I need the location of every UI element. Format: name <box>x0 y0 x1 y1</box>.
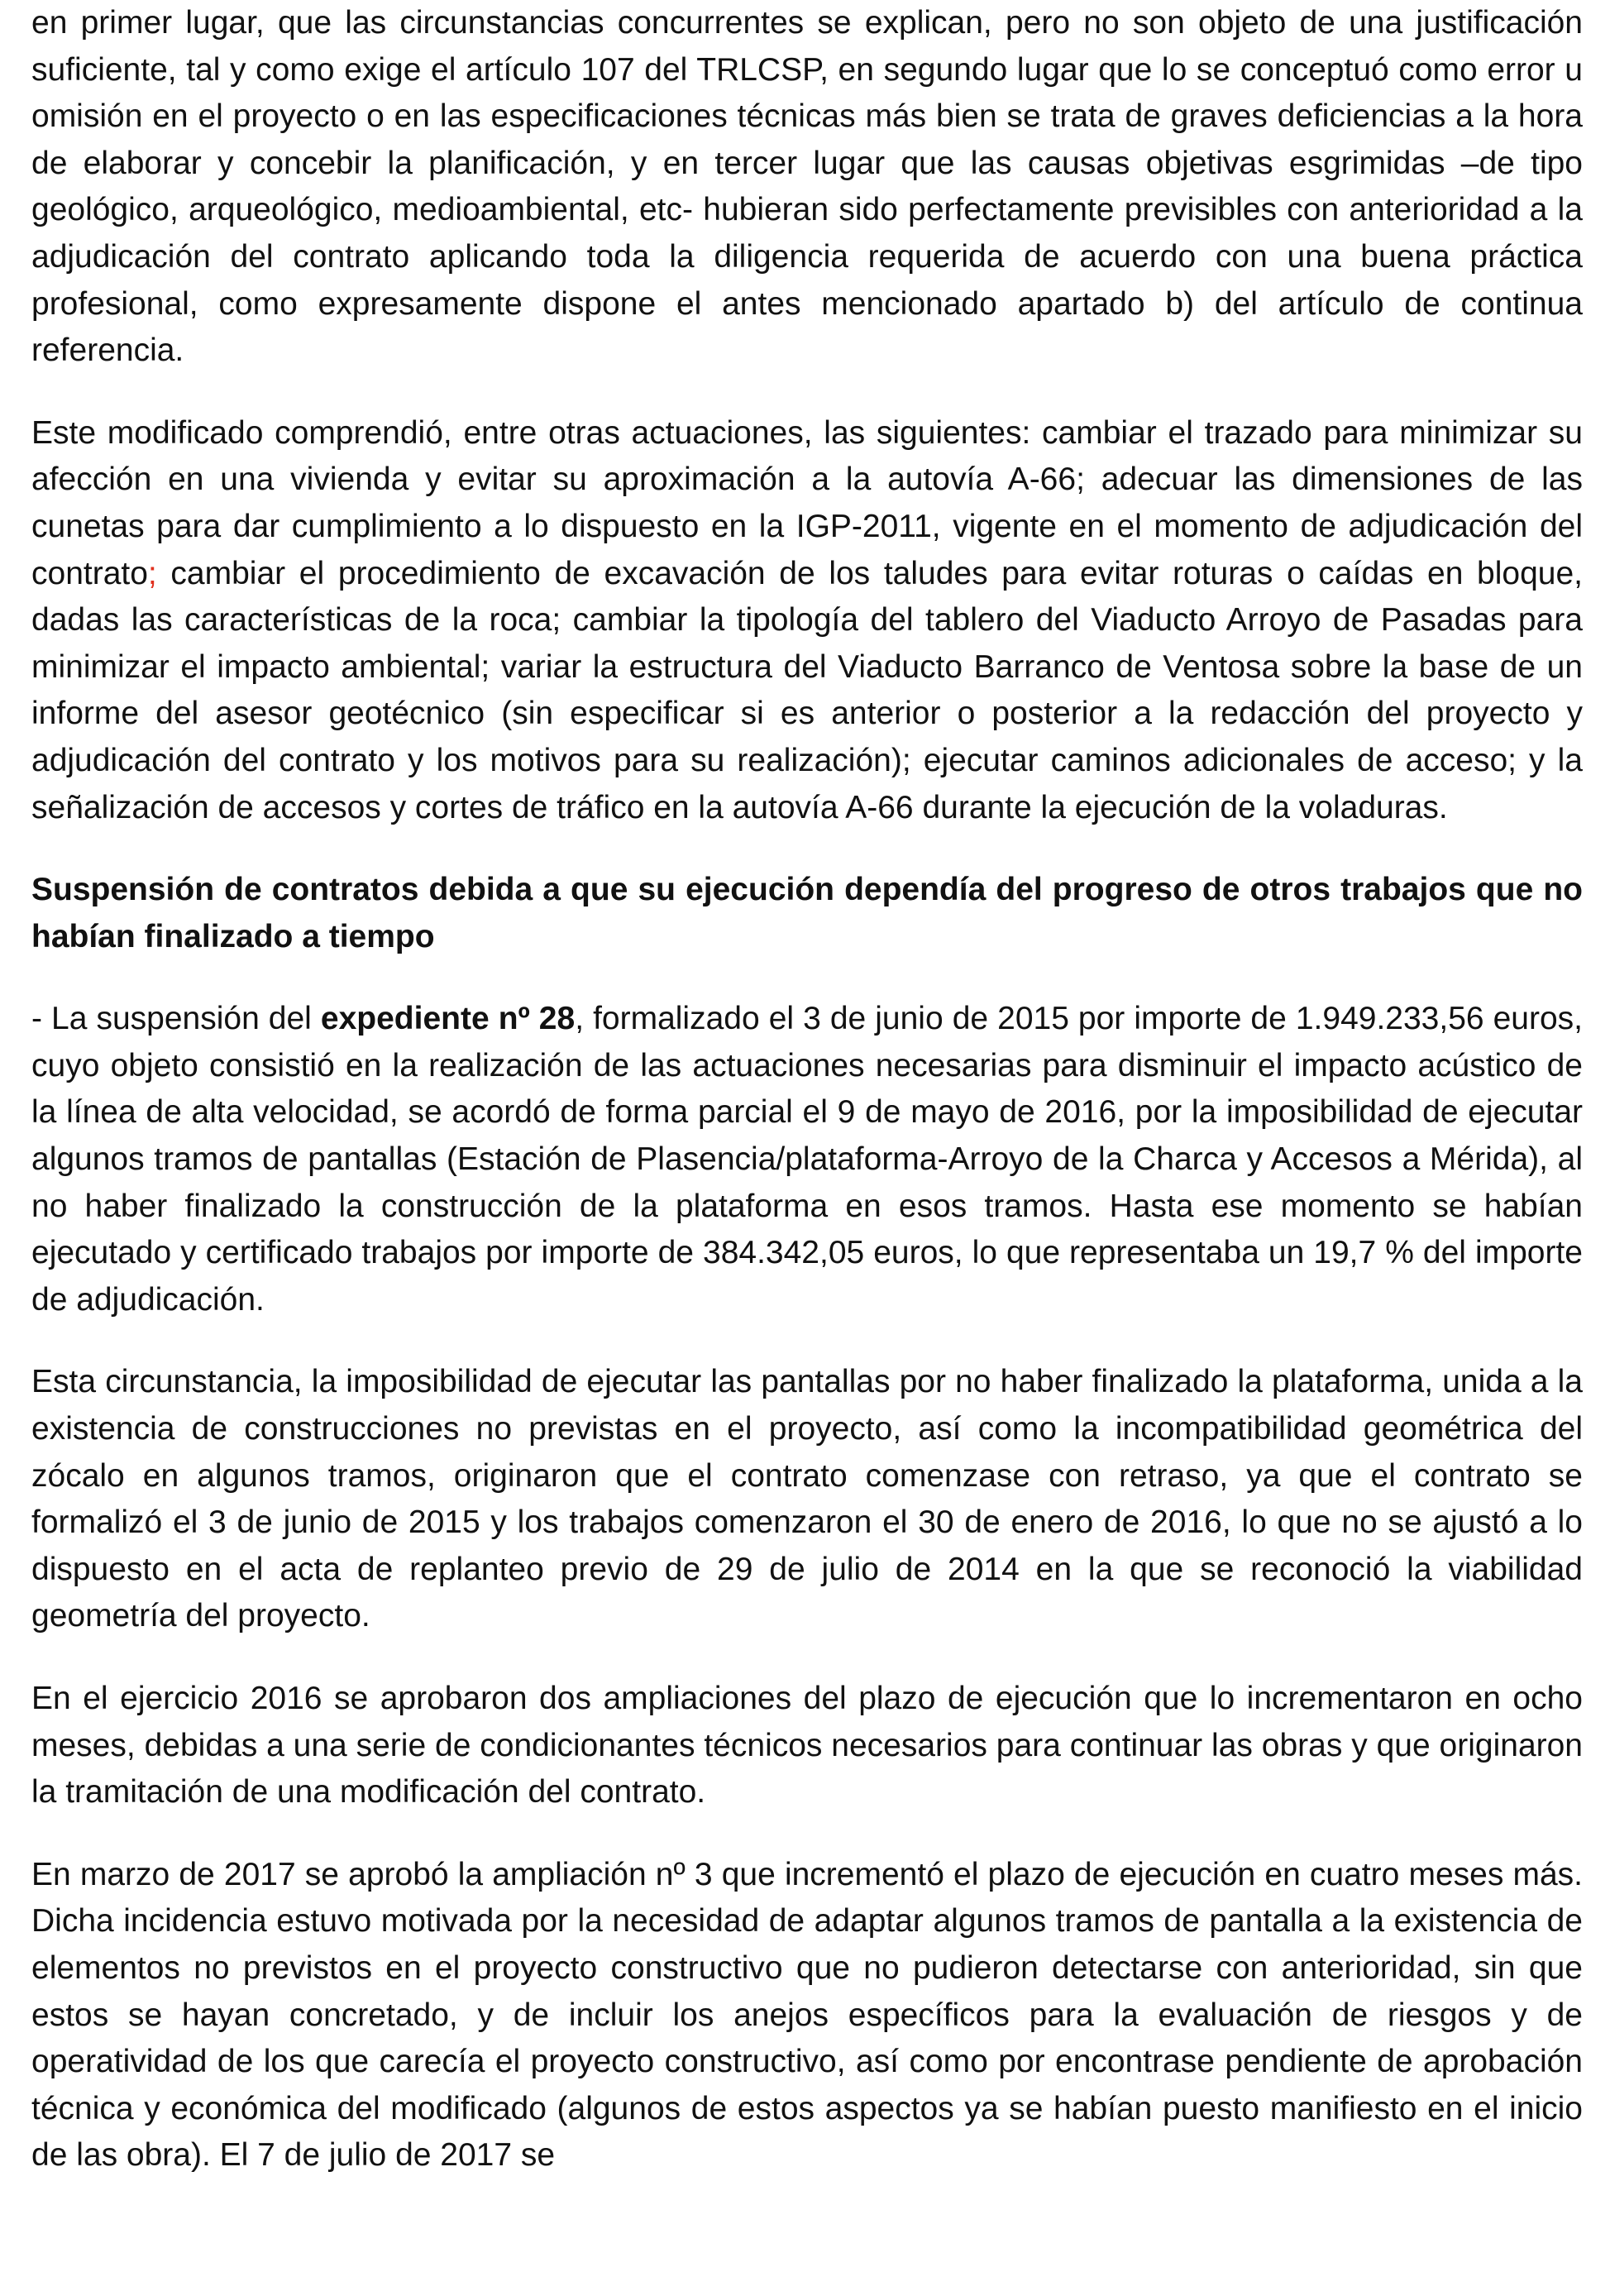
paragraph-modificado <box>31 410 1583 831</box>
paragraph-modificado-part-2: cambiar el procedimiento de excavación de los taludes para evitar roturas o caídas en bloque, dadas las características de la roca; cambiar la tipología del tablero del Viaducto Arroyo de Pasadas para minimizar el impacto ambiental; variar la estructura del Viaducto Barranco de Ventosa sobre la base de un informe del asesor geotécnico (sin especificar si es anterior o posterior a la redacción del proyecto y adjudicación del contrato y los motivos para su realización); ejecutar caminos adicionales de acceso; y la señalización de accesos y cortes de tráfico en la autovía A-66 durante la ejecución de la voladuras. <box>31 555 1583 825</box>
paragraph-modificado-part-1: Este modificado comprendió, entre otras actuaciones, las siguientes: cambiar el trazado para minimizar su afección en una vivienda y evitar su aproximación a la autovía A-66; adecuar las dimensiones de las cunetas para dar cumplimiento a lo dispuesto en la IGP-2011, vigente en el momento de adjudicación del contrato <box>31 414 1583 591</box>
paragraph-expediente-body: , formalizado el 3 de junio de 2015 por importe de 1.949.233,56 euros, cuyo objeto consistió en la realización de las actuaciones necesarias para disminuir el impacto acústico de la línea de alta velocidad, se acordó de forma parcial el 9 de mayo de 2016, por la imposibilidad de ejecutar algunos tramos de pantallas (Estación de Plasencia/plataforma-Arroyo de la Charca y Accesos a Mérida), al no haber finalizado la construcción de la plataforma en esos tramos. Hasta ese momento se habían ejecutado y certificado trabajos por importe de 384.342,05 euros, lo que representaba un 19,7 % del importe de adjudicación. <box>31 1001 1584 1318</box>
paragraph-marzo-2017: En marzo de 2017 se aprobó la ampliación nº 3 que incrementó el plazo de ejecución en cuatro meses más. Dicha incidencia estuvo motivada por la necesidad de adaptar algunos tramos de pantalla a la existencia de elementos no previstos en el proyecto constructivo que no pudieron detectarse con anterioridad, sin que estos se hayan concretado, y de incluir los anejos específicos para la evaluación de riesgos y de operatividad de los que carecía el proyecto constructivo, así como por encontrase pendiente de aprobación técnica y económica del modificado (algunos de estos aspectos ya se habían puesto manifiesto en el inicio de las obra). El 7 de julio de 2017 se <box>31 1856 1583 2174</box>
paragraph-expediente-intro: - La suspensión del <box>31 1001 321 1037</box>
highlighted-semicolon: ; <box>147 555 157 591</box>
document-page <box>31 0 1583 2179</box>
paragraph-circunstancia: Esta circunstancia, la imposibilidad de ejecutar las pantallas por no haber finalizado la plataforma, unida a la existencia de construcciones no previstas en el proyecto, así como la incompatibilidad geométrica del zócalo en algunos tramos, originaron que el contrato comenzase con retraso, ya que el contrato se formalizó el 3 de junio de 2015 y los trabajos comenzaron el 30 de enero de 2016, lo que no se ajustó a lo dispuesto en el acta de replanteo previo de 29 de julio de 2014 en la que se reconoció la viabilidad geometría del proyecto. <box>31 1364 1583 1634</box>
expediente-reference: expediente nº 28 <box>320 1001 576 1037</box>
paragraph-justification: en primer lugar, que las circunstancias concurrentes se explican, pero no son objeto de una justificación suficiente, tal y como exige el artículo 107 del TRLCSP, en segundo lugar que lo se conceptuó como error u omisión en el proyecto o en las especificaciones técnicas más bien se trata de graves deficiencias a la hora de elaborar y concebir la planificación, y en tercer lugar que las causas objetivas esgrimidas –de tipo geológico, arqueológico, medioambiental, etc- hubieran sido perfectamente previsibles con anterioridad a la adjudicación del contrato aplicando toda la diligencia requerida de acuerdo con una buena práctica profesional, como expresamente dispone el antes mencionado apartado b) del artículo de continua referencia. <box>31 5 1583 369</box>
section-heading: Suspensión de contratos debida a que su ejecución dependía del progreso de otros trabajos que no habían finalizado a tiempo <box>31 872 1583 954</box>
paragraph-ejercicio-2016: En el ejercicio 2016 se aprobaron dos ampliaciones del plazo de ejecución que lo incrementaron en ocho meses, debidas a una serie de condicionantes técnicos necesarios para continuar las obras y que originaron la tramitación de una modificación del contrato. <box>31 1681 1583 1810</box>
paragraph-expediente-28 <box>31 996 1583 1323</box>
